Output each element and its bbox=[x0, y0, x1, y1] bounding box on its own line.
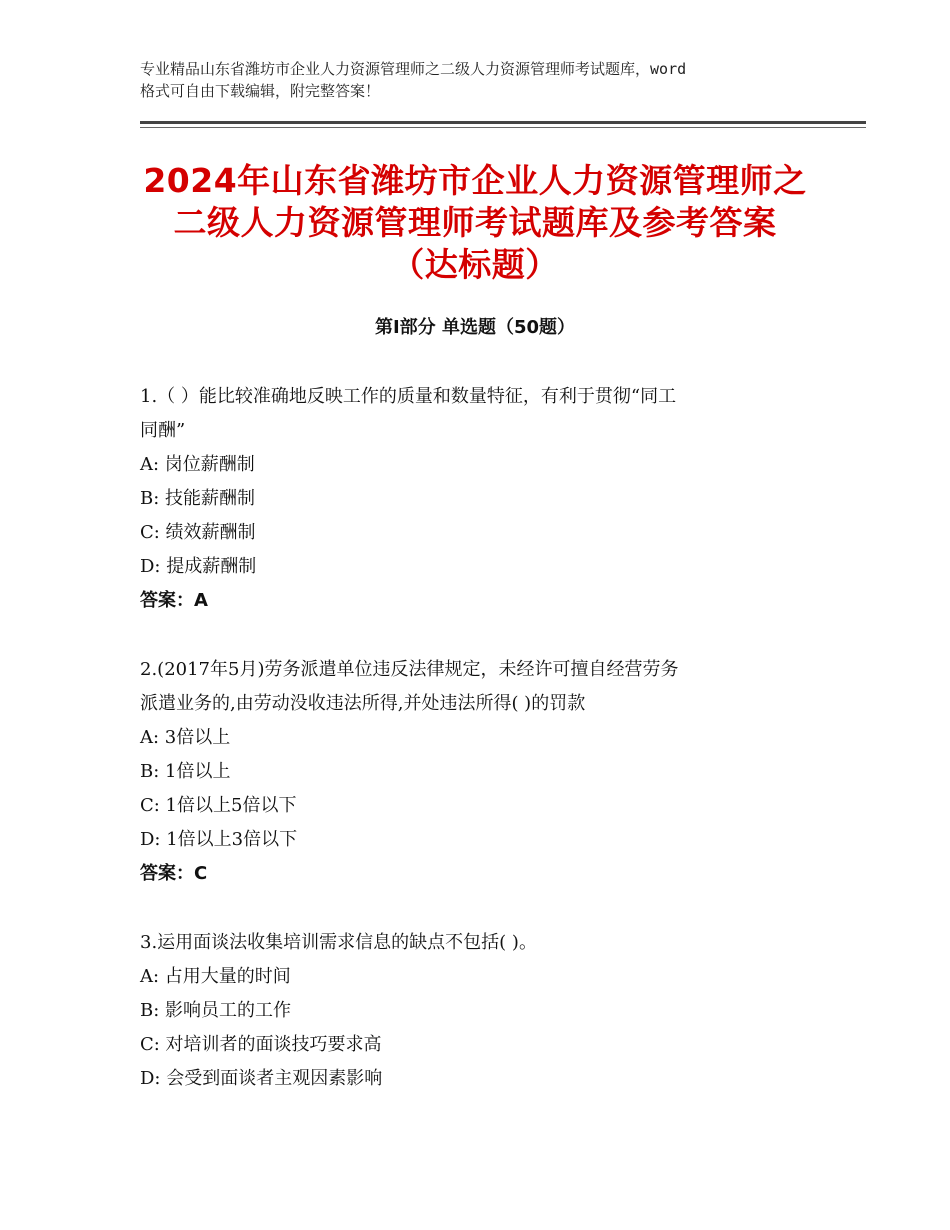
option-a: A: 岗位薪酬制 bbox=[140, 454, 255, 475]
question-1 bbox=[140, 380, 820, 618]
option-c: C: 对培训者的面谈技巧要求高 bbox=[140, 1034, 382, 1055]
answer: 答案：C bbox=[140, 863, 208, 884]
answer: 答案：A bbox=[140, 590, 208, 611]
option-d: D: 提成薪酬制 bbox=[140, 556, 257, 577]
option-c: C: 1倍以上5倍以下 bbox=[140, 795, 297, 816]
option-c: C: 绩效薪酬制 bbox=[140, 522, 256, 543]
document-title bbox=[110, 160, 840, 286]
question-stem: 3.运用面谈法收集培训需求信息的缺点不包括( )。 bbox=[140, 932, 537, 953]
option-d: D: 1倍以上3倍以下 bbox=[140, 829, 298, 850]
option-a: A: 占用大量的时间 bbox=[140, 966, 291, 987]
question-stem-cont: 派遣业务的,由劳动没收违法所得,并处违法所得( )的罚款 bbox=[140, 693, 586, 714]
question-stem: 2.(2017年5月)劳务派遣单位违反法律规定，未经许可擅自经营劳务 bbox=[140, 659, 679, 680]
header-note-line-2: 格式可自由下载编辑，附完整答案！ bbox=[140, 82, 381, 100]
option-a: A: 3倍以上 bbox=[140, 727, 231, 748]
title-line-1: 2024年山东省潍坊市企业人力资源管理师之 bbox=[143, 161, 807, 200]
question-stem-cont: 同酬” bbox=[140, 420, 186, 441]
option-b: B: 影响员工的工作 bbox=[140, 1000, 292, 1021]
title-line-3: （达标题） bbox=[391, 245, 559, 284]
option-d: D: 会受到面谈者主观因素影响 bbox=[140, 1068, 383, 1089]
question-3 bbox=[140, 926, 820, 1096]
question-stem: 1.（ ）能比较准确地反映工作的质量和数量特征，有利于贯彻“同工 bbox=[140, 386, 677, 407]
option-b: B: 1倍以上 bbox=[140, 761, 231, 782]
title-line-2: 二级人力资源管理师考试题库及参考答案 bbox=[173, 203, 777, 242]
header-divider-thin bbox=[140, 127, 866, 128]
header-note-line-1: 专业精品山东省潍坊市企业人力资源管理师之二级人力资源管理师考试题库，word bbox=[140, 60, 687, 78]
header-note bbox=[140, 58, 820, 102]
header-divider-thick bbox=[140, 121, 866, 124]
section-heading: 第Ⅰ部分 单选题（50题） bbox=[374, 317, 575, 338]
question-2 bbox=[140, 653, 820, 891]
option-b: B: 技能薪酬制 bbox=[140, 488, 256, 509]
